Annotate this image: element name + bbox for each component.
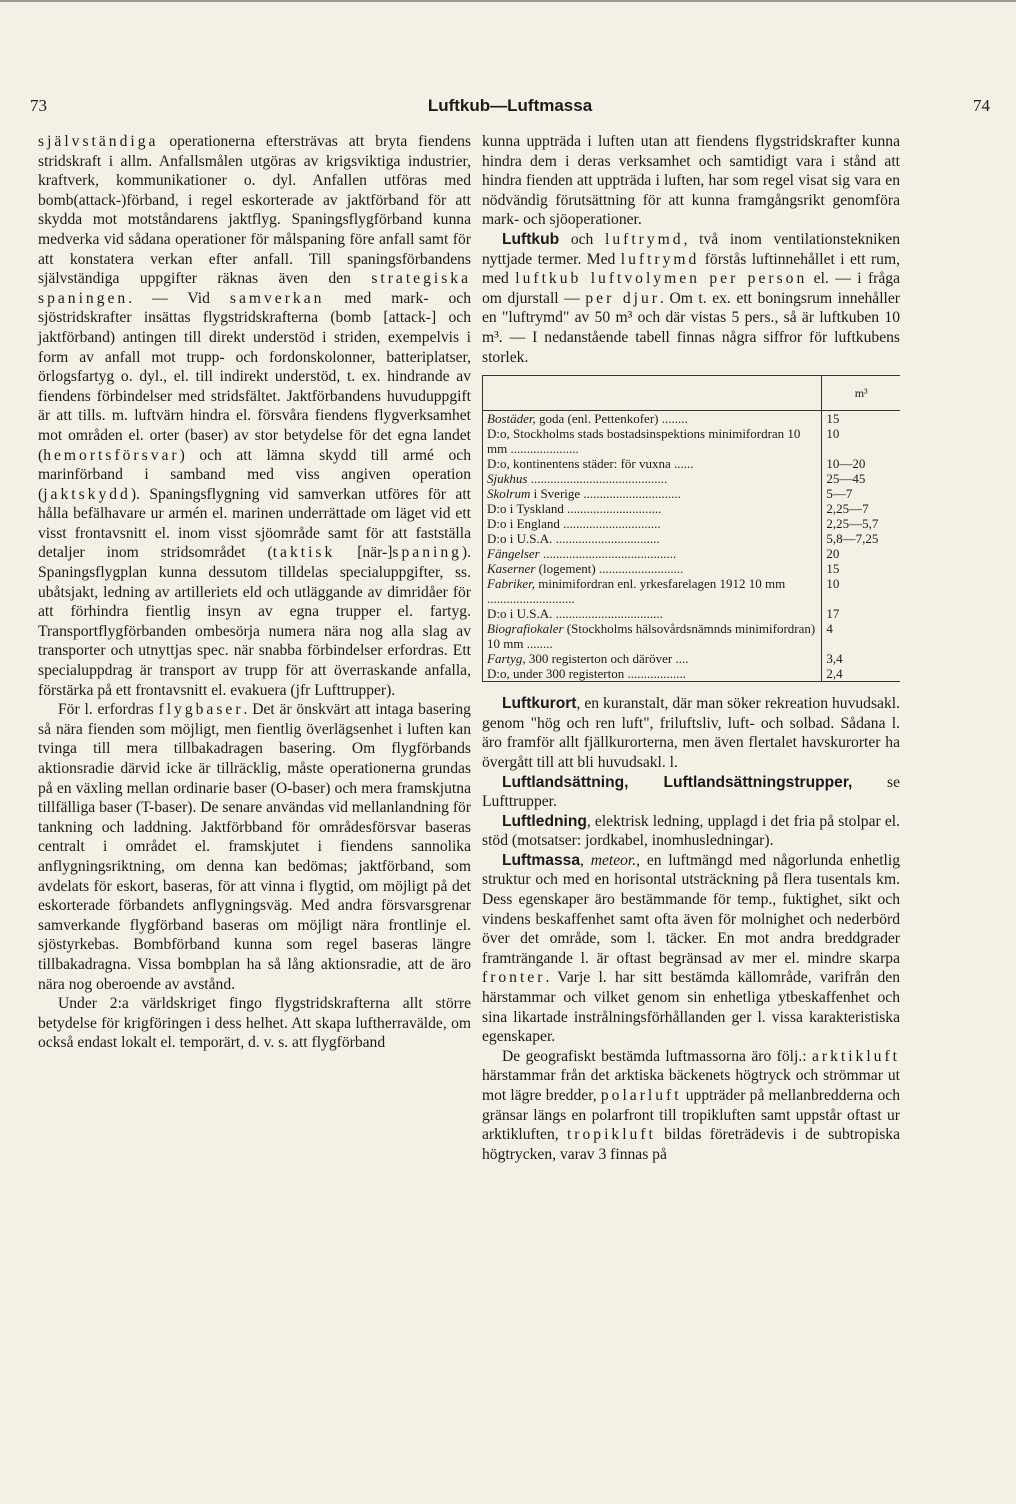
table-row-label: Sjukhus .......................................... [483, 471, 822, 486]
table-row-label: Biografiokaler (Stockholms hälsovårdsnämnds minimifordran) 10 mm ........ [483, 621, 822, 651]
table-row-value: 5—7 [826, 486, 853, 502]
table-row-value: 4 [826, 621, 833, 637]
table-row-label: D:o i Tyskland ............................. [483, 501, 822, 516]
paragraph-geografiskt: De geografiskt bestämda luftmassorna äro följ.: arktikluft härstammar från det arktiska bäckenets högtryck och strömmar ut mot lägre bredder, polarluft uppträder på mellanbredderna och gränsar längs en polarfront till tropikluften samt uppstår oftast ur arktikluften, tropikluft bildas företrädevis i de subtropiska högtrycken, varav 3 finnas på [482, 1047, 900, 1163]
table-row-label: D:o i England .............................. [483, 516, 822, 531]
table-row [483, 486, 901, 501]
table-row-value: 10 [826, 576, 840, 592]
table-row-label: Kaserner (logement) .......................... [483, 561, 822, 576]
table-row-value: 2,25—7 [826, 501, 869, 517]
table-row-label: Fabriker, minimifordran enl. yrkesfarelagen 1912 10 mm ........................... [483, 576, 822, 606]
table-row-label: Bostäder, goda (enl. Pettenkofer) ........ [483, 411, 822, 427]
headword-luftkub: Luftkub [502, 230, 560, 248]
table-row [483, 576, 901, 606]
table-row-value: 20 [826, 546, 840, 562]
table-row [483, 516, 901, 531]
table-row [483, 531, 901, 546]
table-row [483, 606, 901, 621]
table-row-label: D:o i U.S.A. ................................. [483, 606, 822, 621]
table-row-value: 5,8—7,25 [826, 531, 879, 547]
left-column [38, 132, 471, 1053]
table-row-value: 2,25—5,7 [826, 516, 879, 532]
table-row-label: D:o i U.S.A. ................................ [483, 531, 822, 546]
table-row-label: Fartyg, 300 registerton och däröver .... [483, 651, 822, 666]
table-row [483, 561, 901, 576]
entry-luftmassa: Luftmassa, meteor., en luftmängd med någorlunda enhetlig struktur och med en horisontal utsträckning på flera tusentals km. Dess egenskaper äro bestämmande för temp., fuktighet, sikt och vindens beskaffenhet samt ofta även för molnighet och nederbörd över det område, som l. täcker. En mot andra breddgrader framträngande l. är oftast begränsad av mer el. mindre skarpa fronter. Varje l. har sitt bestämda källområde, varifrån den härstammar och vilket genom sin enhetliga ytbeskaffenhet och sina likartade instrålningsförhållanden ger l. vissa karakteristiska egenskaper. [482, 851, 901, 1046]
entry-luftkurort: Luftkurort, en kuranstalt, där man söker rekreation huvudsakl. genom "hög och ren luft", friluftsliv, luft- och solbad. Sådana l. äro framför allt fjällkurorterna, men även flertalet havskurorter ha övergått till att bli huvudsakl. l. [482, 695, 900, 771]
paragraph-flygbaser: För l. erfordras flygbaser. Det är önskvärt att intaga basering så nära fienden som möjligt, men fientlig överlägsenhet i luften kan tvinga till mera tillbakadragen basering. Om flygförbands aktionsradie därvid icke är tillräcklig, måste operationerna grundas på en växling mellan ordinarie baser (O-baser) och mera framskjutna tillfälliga baser (T-baser). De senare användas vid mellanlandning för tankning och laddning. Jaktförbband för områdesförsvar baseras centralt i området el. framskjutet i fiendens sannolika anflygningsriktning, om denna kan bedömas; jaktförband, som avdelats för eskort, baseras, för att vinna i flygtid, om möjligt på det eskorterade förbandets anflygningsväg. Med andra försvarsgrenar samverkande flygförband baseras om möjligt nära frontlinje el. sjöstyrkebas. Bombförband kunna som regel baseras längre tillbakadragna. Vissa bombplan ha så lång aktionsradie, att de äro nära nog oberoende av avstånd. [38, 701, 471, 993]
entry-luftledning: Luftledning, elektrisk ledning, upplagd i det fria på stolpar el. stöd (motsatser: jordkabel, inomhusledningar). [482, 812, 900, 850]
table-unit: m³ [822, 376, 900, 411]
table-row-value: 25—45 [826, 471, 866, 487]
paragraph-operations: självständiga operationerna eftersträvas att bryta fiendens stridskraft i allm. Anfallsmålen utgöras av krigsviktiga industrier, kraftverk, kommunikationer o. dyl. Anfallen utföras med bomb(attack-)förband, i regel eskorterade av jaktförband för att skydda mot motståndarens jaktflyg. Spaningsflygförband kunna medverka vid sådana operationer för målspaning före anfall samt för att konstatera verkan efter anfall. Till spaningsförbandens självständiga uppgifter räknas även den strategiska spaningen. — Vid samverkan med mark- och sjöstridskrafter insättas flygstridskrafterna (bomb [attack-] och jaktförband) antingen till direkt understöd i striden, exempelvis i form av anfall mot trupp- och fordonskolonner, batteriplatser, örlogsfartyg o. dyl., el. till indirekt understöd, t. ex. hindrande av fiendens förbindelser med stridsfältet. Jaktförbandens huvuduppgift är att tills. m. luftvärn hindra el. försvåra fiendens flygverksamhet mot områden el. orter (baser) av stor betydelse för det egna landet (hemortsförsvar) och att lämna skydd till armé och marinförband i samband med viss angiven operation (jaktskydd). Spaningsflygning vid samverkan utföres för att hålla befälhavare ur armén el. marinen underrättade om läget vid ett visst frontavsnitt el. inom visst sjöområde samt för att fastställa detaljer inom stridsområdet (taktisk [när-]spaning). Spaningsflygplan kunna dessutom tilldelas specialuppgifter, ss. ubåtsjakt, ledning av artilleriets eld och utläggande av dimridåer för att förhindra fientlig insyn av egna trupper el. fartyg. Transportflygförbanden ombesörja numera nära nog alla slag av transporter och utnyttjas spec. när snabba förbindelser erfordras. Ett specialuppdrag är transport av trupp för att överraskande anfalla, förstärka på ett frontavsnitt el. evakuera (jfr Lufttrupper). [38, 133, 472, 699]
luftkub-table [482, 375, 900, 682]
table-row-label: Fängelser ......................................... [483, 546, 822, 561]
table-row-value: 10 [826, 426, 840, 442]
right-column [482, 132, 900, 1164]
table-row-value: 3,4 [826, 651, 843, 667]
paragraph-continuation: kunna uppträda i luften utan att fiendens flygstridskrafter kunna hindra dem i deras verksamhet och samtidigt vara i stånd att hindra fienden att uppträda i luften, har som regel visat sig vara en nödvändig förutsättning för att kunna framgångsrikt genomföra mark- och sjöoperationer. [482, 133, 900, 229]
table-row [483, 426, 901, 456]
page-number-right: 74 [973, 96, 990, 115]
top-border [0, 0, 1016, 2]
table-row [483, 651, 901, 666]
table-row-value: 15 [826, 411, 840, 427]
table-row-value: 15 [826, 561, 840, 577]
table-row [483, 546, 901, 561]
running-head: Luftkub—Luftmassa [427, 96, 593, 115]
table-row-value: 10—20 [826, 456, 866, 472]
entry-luftlandsattning: Luftlandsättning, Luftlandsättningstrupper, se Lufttrupper. [482, 773, 901, 811]
table-header-row [483, 376, 901, 411]
table-row-value: 17 [826, 606, 840, 622]
table-row-value: 2,4 [822, 666, 900, 682]
table-row-label: Skolrum i Sverige .............................. [483, 486, 822, 501]
table-row [483, 666, 901, 682]
page-header [30, 96, 990, 126]
table-row [483, 411, 901, 427]
table-row [483, 501, 901, 516]
table-row-label: D:o, kontinentens städer: för vuxna ...... [483, 456, 822, 471]
table-row [483, 621, 901, 651]
table-row-label: D:o, under 300 registerton .................. [483, 666, 822, 682]
table-row [483, 471, 901, 486]
page-number-left: 73 [30, 96, 47, 115]
table-row [483, 456, 901, 471]
entry-luftkub: Luftkub och luftrymd, två inom ventilationstekniken nyttjade termer. Med luftrymd förstås luftinnehållet i ett rum, med luftkub luftvolymen per person el. — i fråga om djurstall — per djur. Om t. ex. ett boningsrum innehåller en "luftrymd" av 50 m³ och där vistas 5 pers., så är luftkuben 10 m³. — I nedanstående tabell finnas några siffror för luftkubens storlek. [482, 230, 901, 366]
paragraph-world-war: Under 2:a världskriget fingo flygstridskrafterna allt större betydelse för krigföringen i dess helhet. Att skapa luftherravälde, om också endast lokalt el. temporärt, d. v. s. att flygförband [38, 995, 471, 1052]
table-row-label: D:o, Stockholms stads bostadsinspektions minimifordran 10 mm ..................... [483, 426, 822, 456]
